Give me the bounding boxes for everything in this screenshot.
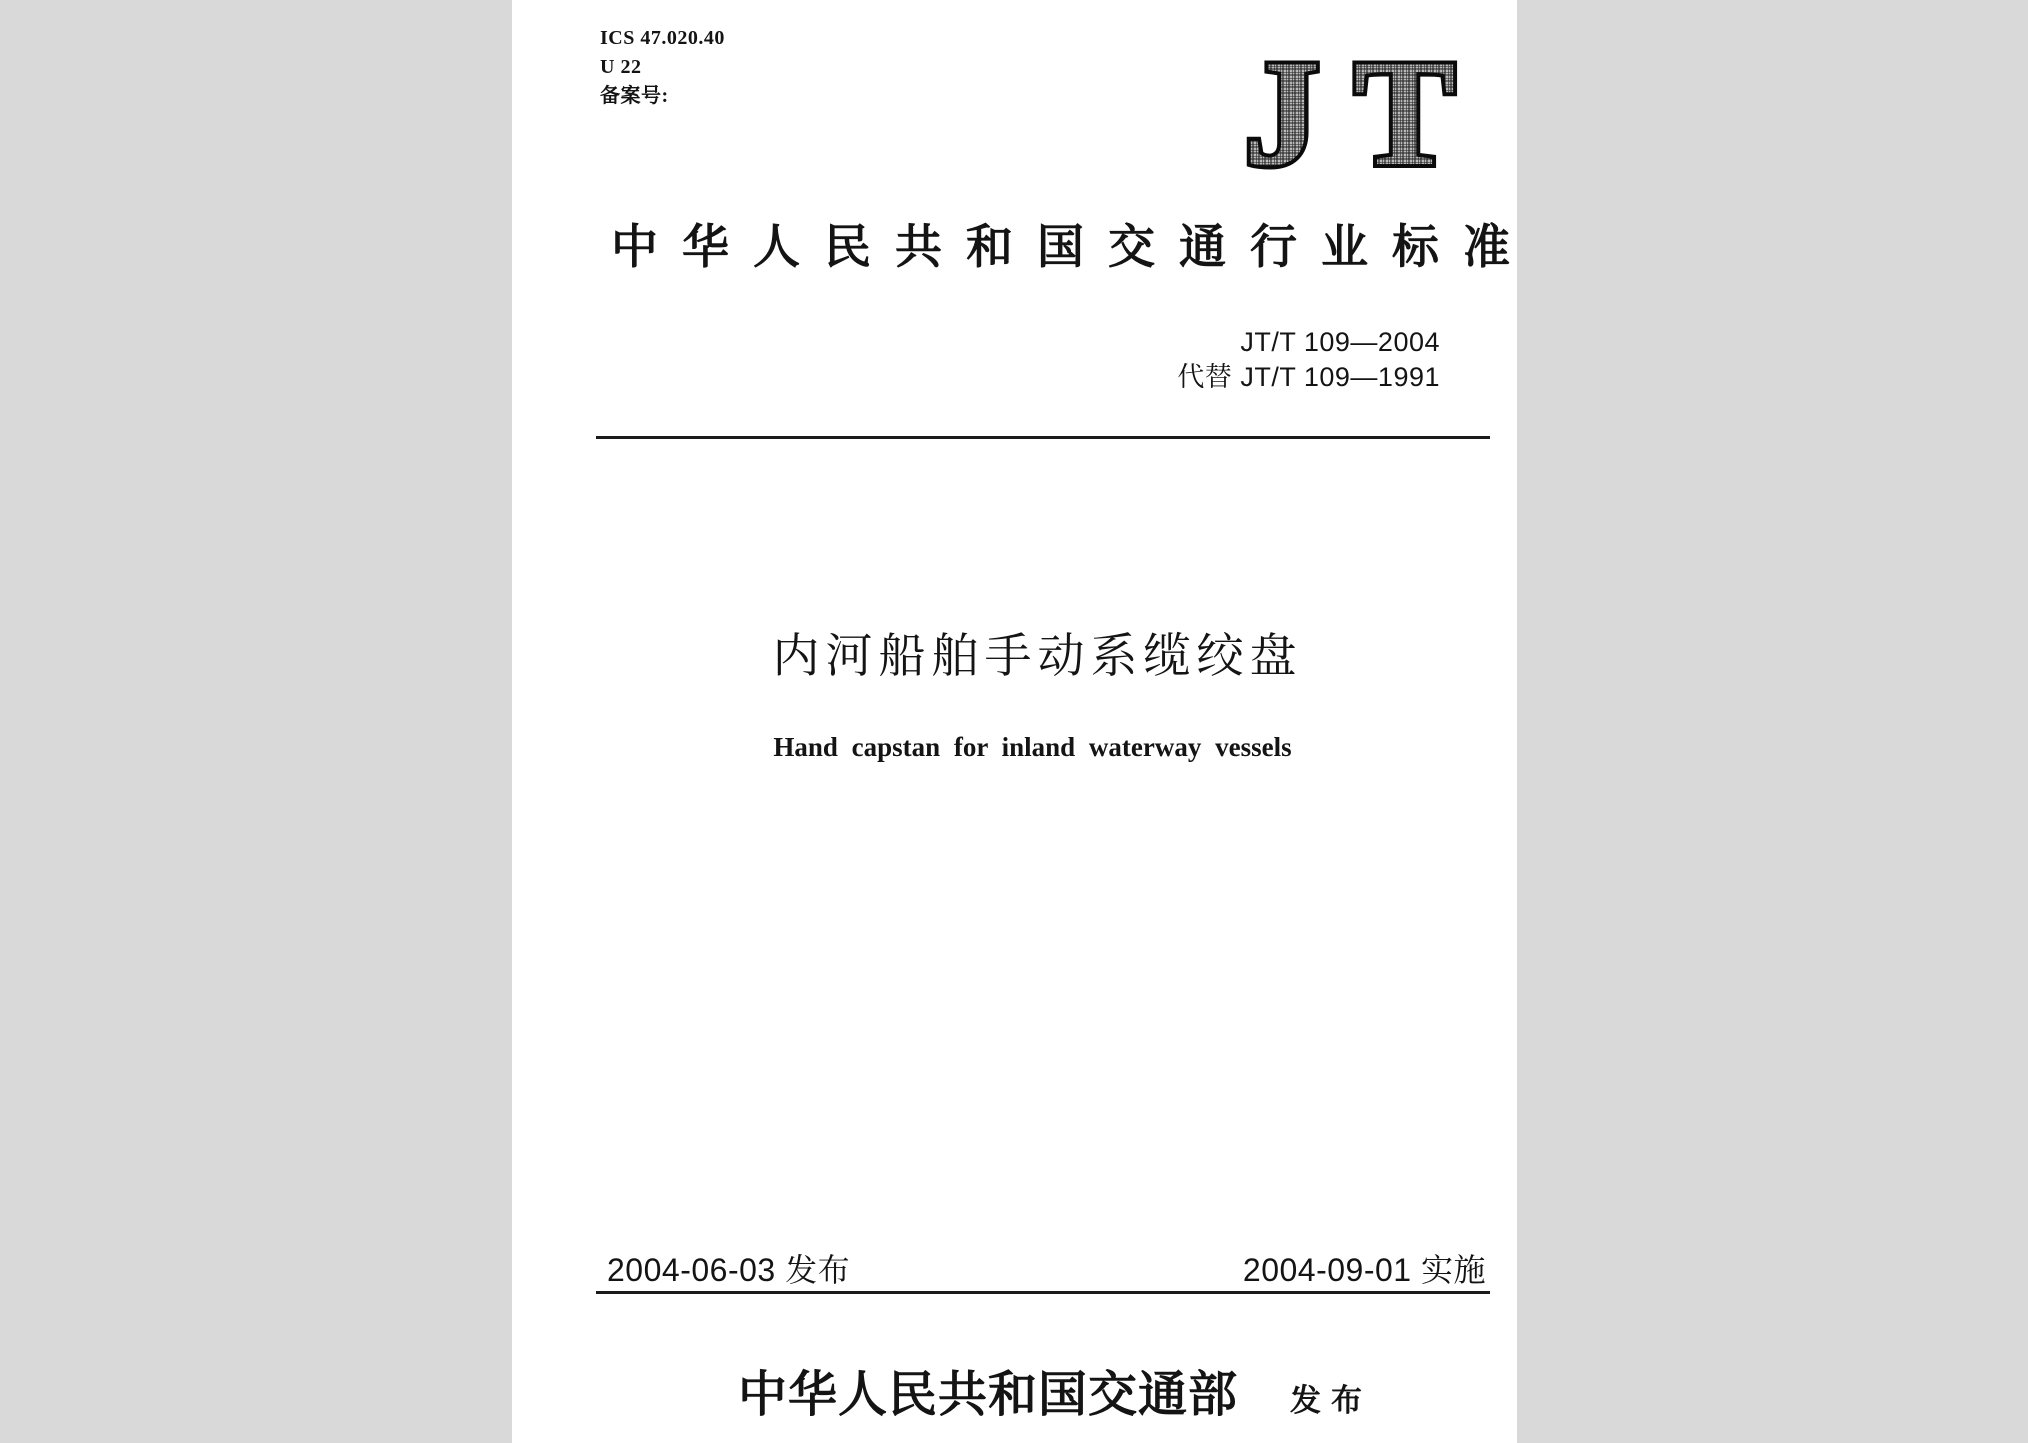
dates-row bbox=[607, 1245, 1486, 1291]
standard-number: JT/T 109—2004 bbox=[1240, 327, 1440, 357]
standard-org-title: 中华人民共和国交通行业标准 bbox=[611, 222, 1534, 274]
standard-cover-page bbox=[512, 0, 1534, 1443]
document-title-en: Hand capstan for inland waterway vessels bbox=[773, 732, 1292, 762]
document-title-zh: 内河船舶手动系缆绞盘 bbox=[772, 631, 1303, 683]
ics-code: ICS 47.020.40 bbox=[600, 27, 725, 49]
jt-logo bbox=[1244, 18, 1494, 183]
footer-rule bbox=[596, 1291, 1490, 1294]
issue-date: 2004-06-03 发布 bbox=[607, 1252, 851, 1288]
publisher-name: 中华人民共和国交通部 bbox=[738, 1367, 1239, 1422]
header-rule bbox=[596, 436, 1490, 439]
publish-label: 发布 bbox=[1290, 1383, 1373, 1418]
jt-logo-text: JT bbox=[1244, 29, 1490, 183]
classification-code: U 22 bbox=[600, 56, 642, 78]
publisher-row bbox=[738, 1366, 1372, 1425]
replaced-standard: 代替 JT/T 109—1991 bbox=[1177, 362, 1440, 392]
implementation-date: 2004-09-01 实施 bbox=[1242, 1252, 1486, 1288]
standard-number-block bbox=[1177, 325, 1440, 395]
meta-block bbox=[600, 24, 725, 111]
record-number-label: 备案号: bbox=[600, 85, 669, 107]
